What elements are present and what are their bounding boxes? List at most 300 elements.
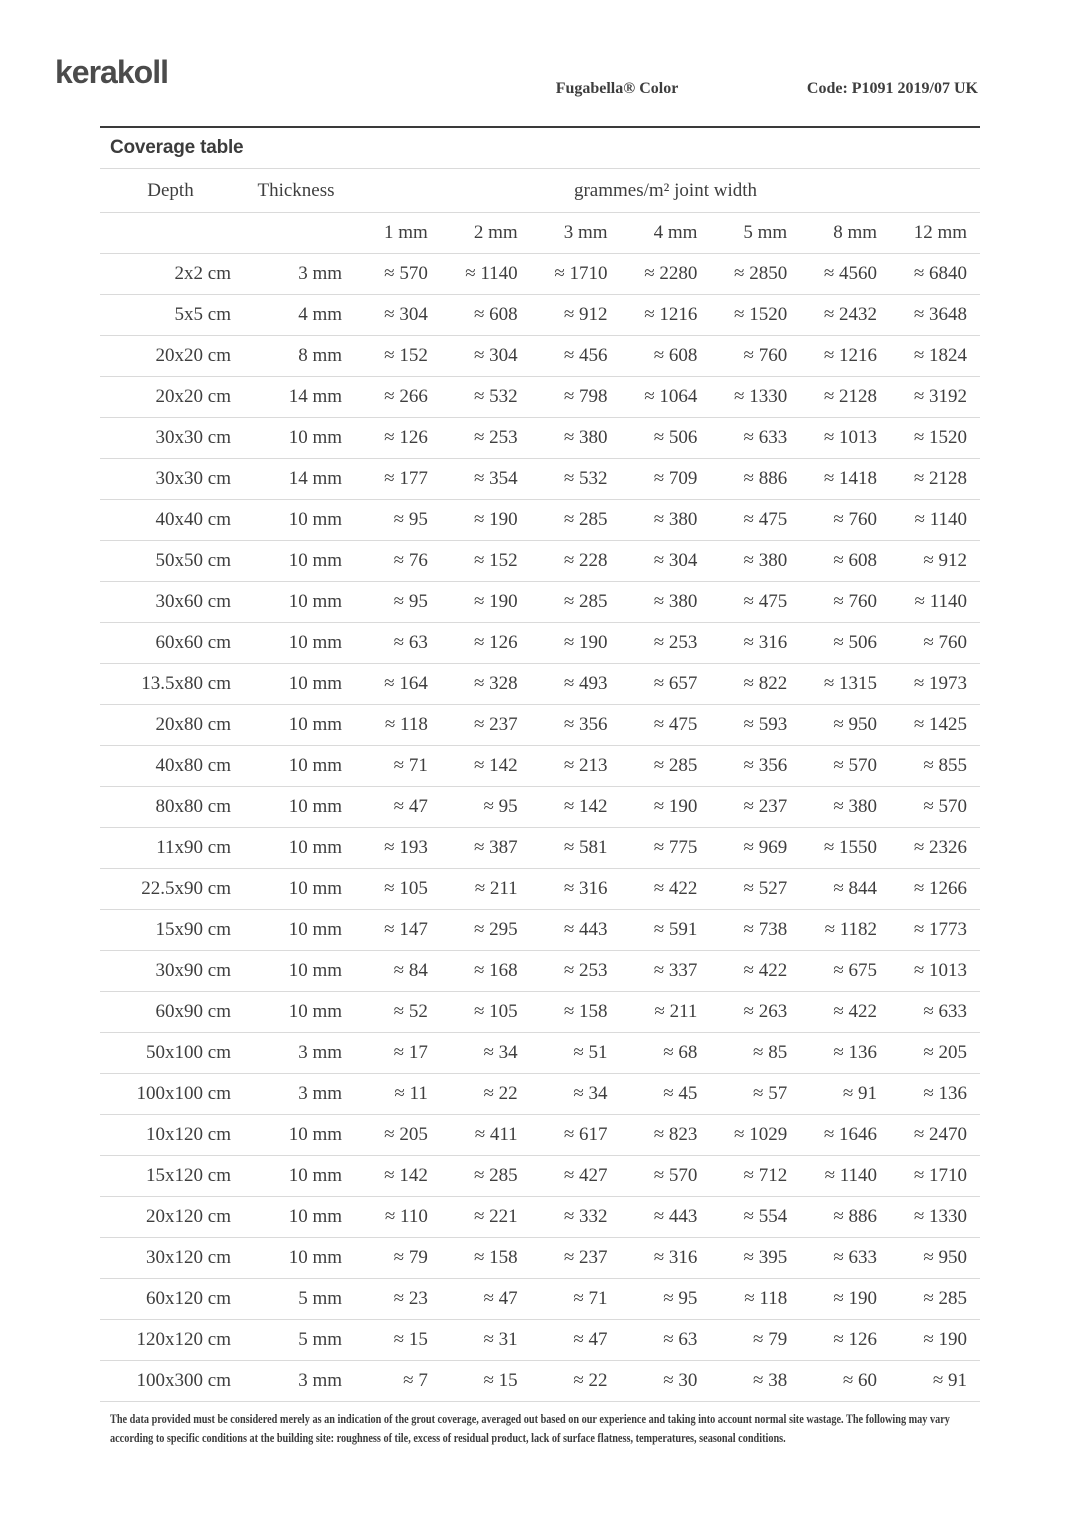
- thickness-cell: 10 mm: [241, 787, 351, 828]
- coverage-value-cell: ≈ 356: [710, 746, 800, 787]
- coverage-value-cell: ≈ 136: [800, 1033, 890, 1074]
- coverage-value-cell: ≈ 493: [531, 664, 621, 705]
- coverage-value-cell: ≈ 95: [441, 787, 531, 828]
- thickness-cell: 5 mm: [241, 1279, 351, 1320]
- coverage-value-cell: ≈ 886: [710, 459, 800, 500]
- depth-cell: 11x90 cm: [100, 828, 241, 869]
- coverage-value-cell: ≈ 76: [351, 541, 441, 582]
- coverage-value-cell: ≈ 380: [621, 500, 711, 541]
- thickness-cell: 10 mm: [241, 1197, 351, 1238]
- table-row: [100, 910, 980, 951]
- thickness-cell: 14 mm: [241, 377, 351, 418]
- coverage-value-cell: ≈ 152: [351, 336, 441, 377]
- table-title: Coverage table: [110, 137, 244, 158]
- thickness-cell: 10 mm: [241, 623, 351, 664]
- coverage-value-cell: ≈ 760: [800, 582, 890, 623]
- coverage-value-cell: ≈ 1216: [800, 336, 890, 377]
- coverage-value-cell: ≈ 456: [531, 336, 621, 377]
- depth-cell: 30x90 cm: [100, 951, 241, 992]
- thickness-cell: 10 mm: [241, 418, 351, 459]
- coverage-value-cell: ≈ 798: [531, 377, 621, 418]
- depth-cell: 60x60 cm: [100, 623, 241, 664]
- coverage-value-cell: ≈ 105: [441, 992, 531, 1033]
- thickness-cell: 10 mm: [241, 664, 351, 705]
- coverage-value-cell: ≈ 205: [890, 1033, 980, 1074]
- footnote-line: The data provided must be considered merely as an indication of the grout coverage, averaged out based on our experience and taking into account normal site wastage. The following may vary: [110, 1412, 950, 1426]
- joint-width-mm-header: 8 mm: [800, 213, 890, 254]
- thickness-cell: 4 mm: [241, 295, 351, 336]
- coverage-value-cell: ≈ 2432: [800, 295, 890, 336]
- coverage-value-cell: ≈ 38: [710, 1361, 800, 1402]
- coverage-value-cell: ≈ 285: [531, 500, 621, 541]
- table-row: [100, 1115, 980, 1156]
- coverage-value-cell: ≈ 63: [621, 1320, 711, 1361]
- coverage-value-cell: ≈ 1520: [890, 418, 980, 459]
- coverage-value-cell: ≈ 85: [710, 1033, 800, 1074]
- coverage-value-cell: ≈ 2850: [710, 254, 800, 295]
- coverage-value-cell: ≈ 95: [351, 582, 441, 623]
- table-row: [100, 951, 980, 992]
- coverage-value-cell: ≈ 380: [800, 787, 890, 828]
- coverage-value-cell: ≈ 285: [531, 582, 621, 623]
- table-row: [100, 377, 980, 418]
- joint-width-mm-header: 2 mm: [441, 213, 531, 254]
- coverage-value-cell: ≈ 47: [531, 1320, 621, 1361]
- coverage-value-cell: ≈ 190: [441, 500, 531, 541]
- table-row: [100, 623, 980, 664]
- depth-cell: 2x2 cm: [100, 254, 241, 295]
- coverage-value-cell: ≈ 1140: [890, 500, 980, 541]
- coverage-value-cell: ≈ 51: [531, 1033, 621, 1074]
- coverage-value-cell: ≈ 2470: [890, 1115, 980, 1156]
- table-row: [100, 1361, 980, 1402]
- table-row: [100, 254, 980, 295]
- coverage-value-cell: ≈ 253: [531, 951, 621, 992]
- coverage-value-cell: ≈ 395: [710, 1238, 800, 1279]
- document-code: Code: P1091 2019/07 UK: [806, 80, 978, 97]
- coverage-value-cell: ≈ 1824: [890, 336, 980, 377]
- coverage-value-cell: ≈ 532: [531, 459, 621, 500]
- coverage-value-cell: ≈ 304: [621, 541, 711, 582]
- coverage-value-cell: ≈ 34: [441, 1033, 531, 1074]
- thickness-cell: 3 mm: [241, 1074, 351, 1115]
- coverage-value-cell: ≈ 285: [441, 1156, 531, 1197]
- thickness-cell: 10 mm: [241, 1238, 351, 1279]
- coverage-value-cell: ≈ 354: [441, 459, 531, 500]
- depth-cell: 50x50 cm: [100, 541, 241, 582]
- coverage-value-cell: ≈ 633: [800, 1238, 890, 1279]
- coverage-value-cell: ≈ 1646: [800, 1115, 890, 1156]
- content-column: [100, 126, 980, 1449]
- joint-width-mm-header: 3 mm: [531, 213, 621, 254]
- coverage-value-cell: ≈ 422: [710, 951, 800, 992]
- coverage-value-cell: ≈ 126: [800, 1320, 890, 1361]
- coverage-value-cell: ≈ 1710: [531, 254, 621, 295]
- coverage-value-cell: ≈ 79: [351, 1238, 441, 1279]
- coverage-value-cell: ≈ 1064: [621, 377, 711, 418]
- coverage-value-cell: ≈ 6840: [890, 254, 980, 295]
- depth-cell: 80x80 cm: [100, 787, 241, 828]
- coverage-value-cell: ≈ 221: [441, 1197, 531, 1238]
- coverage-value-cell: ≈ 443: [531, 910, 621, 951]
- coverage-value-cell: ≈ 7: [351, 1361, 441, 1402]
- coverage-value-cell: ≈ 190: [890, 1320, 980, 1361]
- depth-cell: 20x20 cm: [100, 377, 241, 418]
- table-row: [100, 664, 980, 705]
- coverage-value-cell: ≈ 760: [710, 336, 800, 377]
- coverage-value-cell: ≈ 1182: [800, 910, 890, 951]
- coverage-value-cell: ≈ 110: [351, 1197, 441, 1238]
- depth-cell: 120x120 cm: [100, 1320, 241, 1361]
- thickness-cell: 10 mm: [241, 992, 351, 1033]
- coverage-value-cell: ≈ 443: [621, 1197, 711, 1238]
- thickness-cell: 10 mm: [241, 869, 351, 910]
- table-row: [100, 1238, 980, 1279]
- table-row: [100, 418, 980, 459]
- coverage-value-cell: ≈ 4560: [800, 254, 890, 295]
- thickness-cell: 14 mm: [241, 459, 351, 500]
- thickness-cell: 10 mm: [241, 582, 351, 623]
- coverage-value-cell: ≈ 126: [351, 418, 441, 459]
- coverage-value-cell: ≈ 337: [621, 951, 711, 992]
- coverage-value-cell: ≈ 527: [710, 869, 800, 910]
- coverage-value-cell: ≈ 775: [621, 828, 711, 869]
- thickness-cell: 5 mm: [241, 1320, 351, 1361]
- coverage-value-cell: ≈ 387: [441, 828, 531, 869]
- coverage-value-cell: ≈ 738: [710, 910, 800, 951]
- coverage-value-cell: ≈ 411: [441, 1115, 531, 1156]
- coverage-value-cell: ≈ 205: [351, 1115, 441, 1156]
- thickness-cell: 10 mm: [241, 746, 351, 787]
- coverage-value-cell: ≈ 1315: [800, 664, 890, 705]
- coverage-value-cell: ≈ 60: [800, 1361, 890, 1402]
- coverage-value-cell: ≈ 1013: [800, 418, 890, 459]
- coverage-value-cell: ≈ 68: [621, 1033, 711, 1074]
- coverage-value-cell: ≈ 17: [351, 1033, 441, 1074]
- coverage-value-cell: ≈ 3192: [890, 377, 980, 418]
- coverage-value-cell: ≈ 285: [890, 1279, 980, 1320]
- coverage-value-cell: ≈ 237: [531, 1238, 621, 1279]
- coverage-value-cell: ≈ 2280: [621, 254, 711, 295]
- coverage-value-cell: ≈ 228: [531, 541, 621, 582]
- table-header-row: [100, 169, 980, 213]
- depth-cell: 13.5x80 cm: [100, 664, 241, 705]
- table-row: [100, 787, 980, 828]
- coverage-value-cell: ≈ 47: [441, 1279, 531, 1320]
- coverage-value-cell: ≈ 91: [800, 1074, 890, 1115]
- coverage-value-cell: ≈ 591: [621, 910, 711, 951]
- coverage-value-cell: ≈ 263: [710, 992, 800, 1033]
- coverage-value-cell: ≈ 316: [531, 869, 621, 910]
- depth-cell: 22.5x90 cm: [100, 869, 241, 910]
- coverage-value-cell: ≈ 316: [710, 623, 800, 664]
- coverage-value-cell: ≈ 608: [441, 295, 531, 336]
- coverage-value-cell: ≈ 554: [710, 1197, 800, 1238]
- coverage-value-cell: ≈ 211: [621, 992, 711, 1033]
- table-row: [100, 500, 980, 541]
- depth-cell: 30x30 cm: [100, 418, 241, 459]
- coverage-value-cell: ≈ 84: [351, 951, 441, 992]
- coverage-value-cell: ≈ 506: [800, 623, 890, 664]
- coverage-value-cell: ≈ 266: [351, 377, 441, 418]
- coverage-value-cell: ≈ 1330: [710, 377, 800, 418]
- coverage-value-cell: ≈ 475: [710, 500, 800, 541]
- joint-width-mm-header: 5 mm: [710, 213, 800, 254]
- coverage-value-cell: ≈ 34: [531, 1074, 621, 1115]
- table-row: [100, 828, 980, 869]
- thickness-cell: 10 mm: [241, 500, 351, 541]
- coverage-value-cell: ≈ 285: [621, 746, 711, 787]
- coverage-value-cell: ≈ 190: [441, 582, 531, 623]
- coverage-value-cell: ≈ 136: [890, 1074, 980, 1115]
- table-row: [100, 1156, 980, 1197]
- coverage-value-cell: ≈ 147: [351, 910, 441, 951]
- coverage-value-cell: ≈ 1140: [441, 254, 531, 295]
- table-row: [100, 1279, 980, 1320]
- coverage-value-cell: ≈ 969: [710, 828, 800, 869]
- coverage-value-cell: ≈ 79: [710, 1320, 800, 1361]
- coverage-value-cell: ≈ 295: [441, 910, 531, 951]
- coverage-value-cell: ≈ 633: [710, 418, 800, 459]
- depth-cell: 10x120 cm: [100, 1115, 241, 1156]
- joint-width-mm-header: 12 mm: [890, 213, 980, 254]
- coverage-value-cell: ≈ 118: [351, 705, 441, 746]
- column-header-joint-width: grammes/m² joint width: [351, 169, 980, 213]
- coverage-value-cell: ≈ 380: [621, 582, 711, 623]
- empty-header-cell: [241, 213, 351, 254]
- coverage-value-cell: ≈ 95: [351, 500, 441, 541]
- coverage-value-cell: ≈ 532: [441, 377, 531, 418]
- coverage-value-cell: ≈ 158: [441, 1238, 531, 1279]
- depth-cell: 40x40 cm: [100, 500, 241, 541]
- joint-width-header-row: [100, 213, 980, 254]
- coverage-value-cell: ≈ 158: [531, 992, 621, 1033]
- coverage-value-cell: ≈ 912: [531, 295, 621, 336]
- table-row: [100, 1197, 980, 1238]
- coverage-value-cell: ≈ 1520: [710, 295, 800, 336]
- table-row: [100, 295, 980, 336]
- depth-cell: 5x5 cm: [100, 295, 241, 336]
- coverage-value-cell: ≈ 1029: [710, 1115, 800, 1156]
- coverage-value-cell: ≈ 31: [441, 1320, 531, 1361]
- coverage-value-cell: ≈ 57: [710, 1074, 800, 1115]
- table-row: [100, 1074, 980, 1115]
- coverage-value-cell: ≈ 1973: [890, 664, 980, 705]
- coverage-value-cell: ≈ 427: [531, 1156, 621, 1197]
- coverage-value-cell: ≈ 142: [351, 1156, 441, 1197]
- coverage-value-cell: ≈ 164: [351, 664, 441, 705]
- depth-cell: 30x30 cm: [100, 459, 241, 500]
- coverage-value-cell: ≈ 332: [531, 1197, 621, 1238]
- joint-width-mm-header: 4 mm: [621, 213, 711, 254]
- coverage-value-cell: ≈ 253: [621, 623, 711, 664]
- coverage-value-cell: ≈ 71: [351, 746, 441, 787]
- coverage-value-cell: ≈ 1550: [800, 828, 890, 869]
- thickness-cell: 10 mm: [241, 541, 351, 582]
- coverage-value-cell: ≈ 211: [441, 869, 531, 910]
- coverage-value-cell: ≈ 213: [531, 746, 621, 787]
- depth-cell: 15x90 cm: [100, 910, 241, 951]
- depth-cell: 100x100 cm: [100, 1074, 241, 1115]
- thickness-cell: 10 mm: [241, 910, 351, 951]
- depth-cell: 30x60 cm: [100, 582, 241, 623]
- coverage-value-cell: ≈ 1773: [890, 910, 980, 951]
- kerakoll-logo: kerakoll: [55, 54, 168, 90]
- thickness-cell: 3 mm: [241, 1361, 351, 1402]
- coverage-value-cell: ≈ 126: [441, 623, 531, 664]
- depth-cell: 15x120 cm: [100, 1156, 241, 1197]
- coverage-value-cell: ≈ 475: [621, 705, 711, 746]
- table-row: [100, 746, 980, 787]
- coverage-value-cell: ≈ 570: [621, 1156, 711, 1197]
- depth-cell: 40x80 cm: [100, 746, 241, 787]
- coverage-value-cell: ≈ 422: [800, 992, 890, 1033]
- coverage-value-cell: ≈ 950: [890, 1238, 980, 1279]
- coverage-value-cell: ≈ 105: [351, 869, 441, 910]
- coverage-value-cell: ≈ 1140: [800, 1156, 890, 1197]
- coverage-value-cell: ≈ 142: [531, 787, 621, 828]
- coverage-value-cell: ≈ 675: [800, 951, 890, 992]
- coverage-value-cell: ≈ 190: [800, 1279, 890, 1320]
- coverage-value-cell: ≈ 23: [351, 1279, 441, 1320]
- thickness-cell: 3 mm: [241, 1033, 351, 1074]
- table-row: [100, 705, 980, 746]
- coverage-value-cell: ≈ 22: [531, 1361, 621, 1402]
- coverage-value-cell: ≈ 328: [441, 664, 531, 705]
- coverage-value-cell: ≈ 760: [890, 623, 980, 664]
- coverage-value-cell: ≈ 237: [441, 705, 531, 746]
- coverage-value-cell: ≈ 912: [890, 541, 980, 582]
- coverage-value-cell: ≈ 142: [441, 746, 531, 787]
- coverage-value-cell: ≈ 22: [441, 1074, 531, 1115]
- depth-cell: 60x120 cm: [100, 1279, 241, 1320]
- footnote: [100, 1410, 980, 1449]
- coverage-value-cell: ≈ 709: [621, 459, 711, 500]
- depth-cell: 20x80 cm: [100, 705, 241, 746]
- coverage-value-cell: ≈ 1330: [890, 1197, 980, 1238]
- coverage-value-cell: ≈ 15: [351, 1320, 441, 1361]
- coverage-value-cell: ≈ 304: [351, 295, 441, 336]
- thickness-cell: 10 mm: [241, 1156, 351, 1197]
- coverage-value-cell: ≈ 506: [621, 418, 711, 459]
- depth-cell: 100x300 cm: [100, 1361, 241, 1402]
- table-title-row: [100, 128, 980, 169]
- coverage-value-cell: ≈ 633: [890, 992, 980, 1033]
- coverage-value-cell: ≈ 422: [621, 869, 711, 910]
- coverage-value-cell: ≈ 45: [621, 1074, 711, 1115]
- depth-cell: 20x120 cm: [100, 1197, 241, 1238]
- coverage-value-cell: ≈ 1266: [890, 869, 980, 910]
- table-row: [100, 869, 980, 910]
- coverage-value-cell: ≈ 190: [621, 787, 711, 828]
- coverage-value-cell: ≈ 1710: [890, 1156, 980, 1197]
- coverage-value-cell: ≈ 844: [800, 869, 890, 910]
- coverage-value-cell: ≈ 657: [621, 664, 711, 705]
- coverage-value-cell: ≈ 475: [710, 582, 800, 623]
- thickness-cell: 3 mm: [241, 254, 351, 295]
- coverage-table: [100, 169, 980, 1402]
- coverage-value-cell: ≈ 152: [441, 541, 531, 582]
- coverage-value-cell: ≈ 950: [800, 705, 890, 746]
- table-row: [100, 459, 980, 500]
- coverage-value-cell: ≈ 712: [710, 1156, 800, 1197]
- coverage-value-cell: ≈ 304: [441, 336, 531, 377]
- coverage-value-cell: ≈ 71: [531, 1279, 621, 1320]
- coverage-value-cell: ≈ 570: [351, 254, 441, 295]
- coverage-value-cell: ≈ 1140: [890, 582, 980, 623]
- coverage-value-cell: ≈ 1425: [890, 705, 980, 746]
- depth-cell: 20x20 cm: [100, 336, 241, 377]
- coverage-value-cell: ≈ 2128: [800, 377, 890, 418]
- product-name: Fugabella® Color: [555, 80, 679, 97]
- coverage-value-cell: ≈ 15: [441, 1361, 531, 1402]
- coverage-value-cell: ≈ 1418: [800, 459, 890, 500]
- coverage-value-cell: ≈ 380: [531, 418, 621, 459]
- coverage-value-cell: ≈ 2326: [890, 828, 980, 869]
- coverage-value-cell: ≈ 118: [710, 1279, 800, 1320]
- thickness-cell: 10 mm: [241, 705, 351, 746]
- coverage-value-cell: ≈ 608: [800, 541, 890, 582]
- coverage-value-cell: ≈ 193: [351, 828, 441, 869]
- table-row: [100, 336, 980, 377]
- thickness-cell: 10 mm: [241, 1115, 351, 1156]
- depth-cell: 60x90 cm: [100, 992, 241, 1033]
- depth-cell: 50x100 cm: [100, 1033, 241, 1074]
- table-row: [100, 992, 980, 1033]
- coverage-value-cell: ≈ 822: [710, 664, 800, 705]
- coverage-value-cell: ≈ 1216: [621, 295, 711, 336]
- coverage-value-cell: ≈ 95: [621, 1279, 711, 1320]
- coverage-value-cell: ≈ 168: [441, 951, 531, 992]
- coverage-value-cell: ≈ 570: [800, 746, 890, 787]
- empty-header-cell: [100, 213, 241, 254]
- coverage-value-cell: ≈ 2128: [890, 459, 980, 500]
- coverage-value-cell: ≈ 608: [621, 336, 711, 377]
- joint-width-mm-header: 1 mm: [351, 213, 441, 254]
- coverage-value-cell: ≈ 617: [531, 1115, 621, 1156]
- thickness-cell: 10 mm: [241, 951, 351, 992]
- coverage-value-cell: ≈ 570: [890, 787, 980, 828]
- coverage-value-cell: ≈ 237: [710, 787, 800, 828]
- coverage-value-cell: ≈ 3648: [890, 295, 980, 336]
- coverage-value-cell: ≈ 30: [621, 1361, 711, 1402]
- coverage-value-cell: ≈ 593: [710, 705, 800, 746]
- table-row: [100, 1320, 980, 1361]
- coverage-value-cell: ≈ 190: [531, 623, 621, 664]
- thickness-cell: 8 mm: [241, 336, 351, 377]
- coverage-value-cell: ≈ 823: [621, 1115, 711, 1156]
- table-row: [100, 1033, 980, 1074]
- coverage-value-cell: ≈ 855: [890, 746, 980, 787]
- coverage-value-cell: ≈ 316: [621, 1238, 711, 1279]
- coverage-value-cell: ≈ 47: [351, 787, 441, 828]
- coverage-value-cell: ≈ 380: [710, 541, 800, 582]
- coverage-value-cell: ≈ 63: [351, 623, 441, 664]
- coverage-value-cell: ≈ 1013: [890, 951, 980, 992]
- coverage-value-cell: ≈ 356: [531, 705, 621, 746]
- table-row: [100, 582, 980, 623]
- coverage-value-cell: ≈ 177: [351, 459, 441, 500]
- coverage-value-cell: ≈ 91: [890, 1361, 980, 1402]
- coverage-value-cell: ≈ 11: [351, 1074, 441, 1115]
- coverage-value-cell: ≈ 581: [531, 828, 621, 869]
- coverage-value-cell: ≈ 760: [800, 500, 890, 541]
- coverage-value-cell: ≈ 52: [351, 992, 441, 1033]
- thickness-cell: 10 mm: [241, 828, 351, 869]
- coverage-value-cell: ≈ 253: [441, 418, 531, 459]
- column-header-depth: Depth: [100, 169, 241, 213]
- coverage-value-cell: ≈ 886: [800, 1197, 890, 1238]
